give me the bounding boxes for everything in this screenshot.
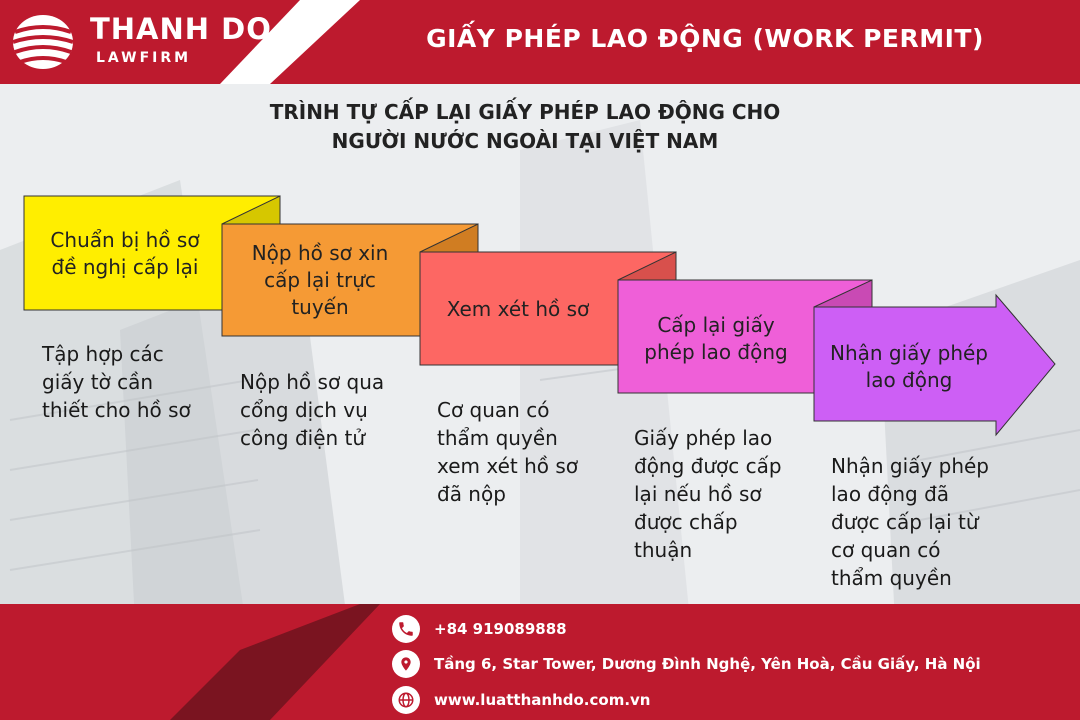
step-3-description: Cơ quan có thẩm quyền xem xét hồ sơ đã nộp <box>437 398 579 506</box>
address-text: Tầng 6, Star Tower, Dương Đình Nghệ, Yên Hoà, Cầu Giấy, Hà Nội <box>434 655 981 673</box>
main-title-line1: TRÌNH TỰ CẤP LẠI GIẤY PHÉP LAO ĐỘNG CHO <box>269 100 781 124</box>
footer-phone[interactable] <box>392 614 567 644</box>
website-link[interactable]: www.luatthanhdo.com.vn <box>434 691 651 709</box>
step-5-description: Nhận giấy phép lao động đã được cấp lại từ cơ quan có thẩm quyền <box>831 454 989 590</box>
step-1-description: Tập hợp các giấy tờ cần thiết cho hồ sơ <box>42 342 191 422</box>
footer-address <box>392 649 981 679</box>
location-icon <box>392 650 420 678</box>
step-5-label: Nhận giấy phép lao động <box>830 341 988 392</box>
step-4-description: Giấy phép lao động được cấp lại nếu hồ sơ được chấp thuận <box>634 426 782 562</box>
brand-name: THANH DO <box>90 12 272 46</box>
step-2-description: Nộp hồ sơ qua cổng dịch vụ công điện tử <box>240 370 385 450</box>
footer-website[interactable] <box>392 685 650 715</box>
step-2-label: Nộp hồ sơ xin cấp lại trực tuyến <box>251 241 389 319</box>
phone-number: +84 919089888 <box>434 620 567 638</box>
page-header-title: GIẤY PHÉP LAO ĐỘNG (WORK PERMIT) <box>426 24 984 53</box>
step-4-label: Cấp lại giấy phép lao động <box>644 313 788 364</box>
globe-icon <box>392 686 420 714</box>
step-1-label: Chuẩn bị hồ sơ đề nghị cấp lại <box>50 228 200 279</box>
brand-subtitle: LAWFIRM <box>96 50 192 66</box>
step-3-label: Xem xét hồ sơ <box>446 297 590 321</box>
phone-icon <box>392 615 420 643</box>
main-title-line2: NGƯỜI NƯỚC NGOÀI TẠI VIỆT NAM <box>331 129 719 153</box>
